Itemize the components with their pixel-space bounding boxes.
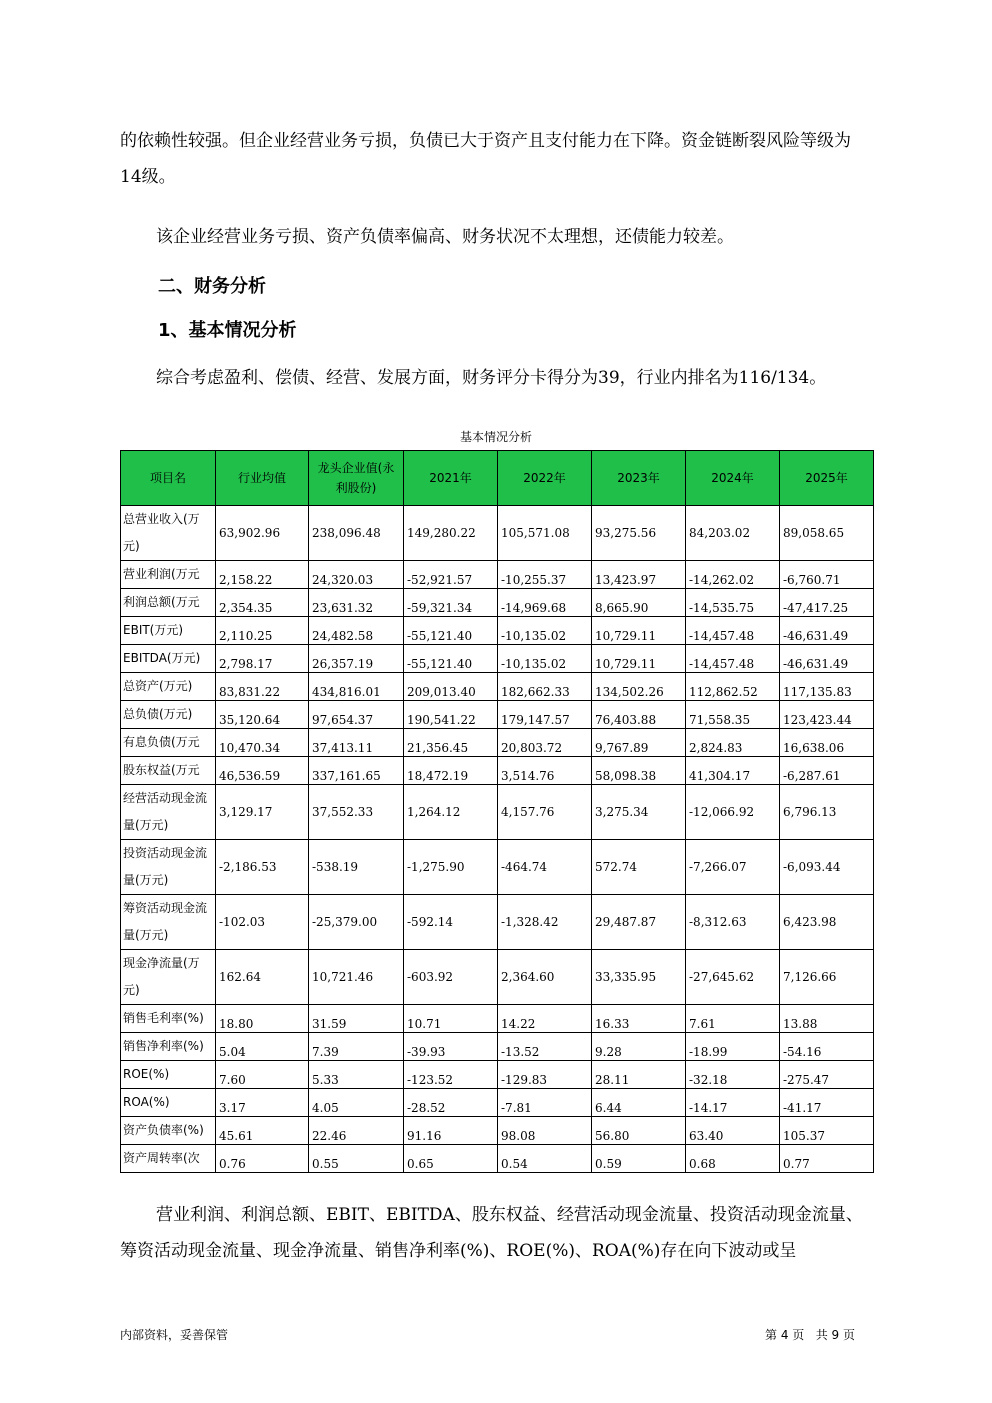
table-cell: -7,266.07 bbox=[686, 840, 780, 895]
section-heading: 二、财务分析 bbox=[158, 276, 266, 297]
table-cell: 24,482.58 bbox=[309, 617, 404, 645]
table-cell: 14.22 bbox=[498, 1005, 592, 1033]
table-cell: 105,571.08 bbox=[498, 506, 592, 561]
table-row bbox=[121, 1061, 874, 1089]
table-row bbox=[121, 617, 874, 645]
table-row bbox=[121, 895, 874, 950]
table-cell: -129.83 bbox=[498, 1061, 592, 1089]
table-cell: 20,803.72 bbox=[498, 729, 592, 757]
table-cell: 134,502.26 bbox=[592, 673, 686, 701]
row-label: 经营活动现金流量(万元) bbox=[121, 785, 216, 840]
table-cell: 2,824.83 bbox=[686, 729, 780, 757]
table-cell: 7.39 bbox=[309, 1033, 404, 1061]
table-row bbox=[121, 673, 874, 701]
row-label: 现金净流量(万元) bbox=[121, 950, 216, 1005]
table-cell: -603.92 bbox=[404, 950, 498, 1005]
table-cell: -123.52 bbox=[404, 1061, 498, 1089]
table-cell: 63.40 bbox=[686, 1117, 780, 1145]
table-cell: -2,186.53 bbox=[216, 840, 309, 895]
header-cell: 行业均值 bbox=[216, 451, 309, 506]
table-cell: 0.59 bbox=[592, 1145, 686, 1173]
subsection-heading: 1、基本情况分析 bbox=[158, 320, 297, 341]
table-cell: 6,423.98 bbox=[780, 895, 874, 950]
table-cell: 13.88 bbox=[780, 1005, 874, 1033]
table-cell: -7.81 bbox=[498, 1089, 592, 1117]
table-cell: 2,110.25 bbox=[216, 617, 309, 645]
table-cell: 10.71 bbox=[404, 1005, 498, 1033]
table-cell: 3.17 bbox=[216, 1089, 309, 1117]
header-cell: 2023年 bbox=[592, 451, 686, 506]
row-label: 利润总额(万元 bbox=[121, 589, 216, 617]
table-row bbox=[121, 1145, 874, 1173]
table-cell: -52,921.57 bbox=[404, 561, 498, 589]
table-cell: 31.59 bbox=[309, 1005, 404, 1033]
table-cell: 22.46 bbox=[309, 1117, 404, 1145]
table-cell: -59,321.34 bbox=[404, 589, 498, 617]
body-paragraph-1: 的依赖性较强。但企业经营业务亏损，负债已大于资产且支付能力在下降。资金链断裂风险等级为14级。 bbox=[120, 131, 851, 187]
footer-confidential: 内部资料，妥善保管 bbox=[120, 1328, 229, 1342]
table-cell: 28.11 bbox=[592, 1061, 686, 1089]
table-cell: 18.80 bbox=[216, 1005, 309, 1033]
table-row bbox=[121, 1005, 874, 1033]
table-header-row bbox=[121, 451, 874, 506]
table-cell: -538.19 bbox=[309, 840, 404, 895]
table-cell: 9.28 bbox=[592, 1033, 686, 1061]
row-label: 总负债(万元) bbox=[121, 701, 216, 729]
table-cell: 10,721.46 bbox=[309, 950, 404, 1005]
table-cell: 35,120.64 bbox=[216, 701, 309, 729]
table-cell: 16,638.06 bbox=[780, 729, 874, 757]
table-cell: 149,280.22 bbox=[404, 506, 498, 561]
header-cell: 2022年 bbox=[498, 451, 592, 506]
table-cell: 76,403.88 bbox=[592, 701, 686, 729]
table-cell: 238,096.48 bbox=[309, 506, 404, 561]
table-cell: -275.47 bbox=[780, 1061, 874, 1089]
table-cell: 84,203.02 bbox=[686, 506, 780, 561]
table-cell: -41.17 bbox=[780, 1089, 874, 1117]
row-label: EBIT(万元) bbox=[121, 617, 216, 645]
table-row bbox=[121, 506, 874, 561]
table-cell: 23,631.32 bbox=[309, 589, 404, 617]
table-cell: -55,121.40 bbox=[404, 645, 498, 673]
table-cell: 2,798.17 bbox=[216, 645, 309, 673]
table-cell: -46,631.49 bbox=[780, 645, 874, 673]
table-cell: -47,417.25 bbox=[780, 589, 874, 617]
table-cell: 2,158.22 bbox=[216, 561, 309, 589]
table-cell: -27,645.62 bbox=[686, 950, 780, 1005]
row-label: 销售净利率(%) bbox=[121, 1033, 216, 1061]
table-cell: 6,796.13 bbox=[780, 785, 874, 840]
table-cell: 83,831.22 bbox=[216, 673, 309, 701]
table-cell: 179,147.57 bbox=[498, 701, 592, 729]
table-row bbox=[121, 1033, 874, 1061]
table-cell: -1,328.42 bbox=[498, 895, 592, 950]
table-cell: -6,093.44 bbox=[780, 840, 874, 895]
table-cell: -10,255.37 bbox=[498, 561, 592, 589]
table-cell: -14,457.48 bbox=[686, 645, 780, 673]
table-cell: 572.74 bbox=[592, 840, 686, 895]
table-cell: 46,536.59 bbox=[216, 757, 309, 785]
table-cell: 97,654.37 bbox=[309, 701, 404, 729]
header-cell: 龙头企业值(永利股份) bbox=[309, 451, 404, 506]
row-label: 筹资活动现金流量(万元) bbox=[121, 895, 216, 950]
table-cell: 7.61 bbox=[686, 1005, 780, 1033]
table-cell: 0.54 bbox=[498, 1145, 592, 1173]
table-row bbox=[121, 757, 874, 785]
body-paragraph-4: 营业利润、利润总额、EBIT、EBITDA、股东权益、经营活动现金流量、投资活动现金流量、筹资活动现金流量、现金净流量、销售净利率(%)、ROE(%)、ROA(%)存在向下波动或呈 bbox=[120, 1205, 863, 1261]
table-row bbox=[121, 701, 874, 729]
table-cell: 105.37 bbox=[780, 1117, 874, 1145]
table-cell: 71,558.35 bbox=[686, 701, 780, 729]
table-cell: -12,066.92 bbox=[686, 785, 780, 840]
table-cell: -6,287.61 bbox=[780, 757, 874, 785]
row-label: 销售毛利率(%) bbox=[121, 1005, 216, 1033]
table-cell: -14,969.68 bbox=[498, 589, 592, 617]
table-cell: 209,013.40 bbox=[404, 673, 498, 701]
table-cell: 24,320.03 bbox=[309, 561, 404, 589]
table-cell: 18,472.19 bbox=[404, 757, 498, 785]
table-cell: 37,413.11 bbox=[309, 729, 404, 757]
table-cell: 58,098.38 bbox=[592, 757, 686, 785]
table-row bbox=[121, 589, 874, 617]
table-cell: 3,514.76 bbox=[498, 757, 592, 785]
table-cell: 117,135.83 bbox=[780, 673, 874, 701]
table-cell: 190,541.22 bbox=[404, 701, 498, 729]
table-cell: 7,126.66 bbox=[780, 950, 874, 1005]
row-label: 股东权益(万元 bbox=[121, 757, 216, 785]
table-cell: 91.16 bbox=[404, 1117, 498, 1145]
table-cell: -18.99 bbox=[686, 1033, 780, 1061]
table-cell: 8,665.90 bbox=[592, 589, 686, 617]
table-cell: 93,275.56 bbox=[592, 506, 686, 561]
table-cell: 41,304.17 bbox=[686, 757, 780, 785]
table-cell: 98.08 bbox=[498, 1117, 592, 1145]
table-cell: 3,275.34 bbox=[592, 785, 686, 840]
table-row bbox=[121, 1117, 874, 1145]
footer-page-number: 第 4 页 共 9 页 bbox=[765, 1328, 855, 1342]
table-row bbox=[121, 645, 874, 673]
table-cell: -464.74 bbox=[498, 840, 592, 895]
table-cell: 337,161.65 bbox=[309, 757, 404, 785]
table-cell: 89,058.65 bbox=[780, 506, 874, 561]
table-cell: 123,423.44 bbox=[780, 701, 874, 729]
table-cell: 10,729.11 bbox=[592, 645, 686, 673]
table-cell: 7.60 bbox=[216, 1061, 309, 1089]
table-cell: 0.65 bbox=[404, 1145, 498, 1173]
table-cell: -10,135.02 bbox=[498, 617, 592, 645]
table-cell: 33,335.95 bbox=[592, 950, 686, 1005]
row-label: ROE(%) bbox=[121, 1061, 216, 1089]
table-cell: 63,902.96 bbox=[216, 506, 309, 561]
table-cell: 45.61 bbox=[216, 1117, 309, 1145]
table-cell: -14,262.02 bbox=[686, 561, 780, 589]
table-row bbox=[121, 950, 874, 1005]
table-row bbox=[121, 561, 874, 589]
table-cell: 162.64 bbox=[216, 950, 309, 1005]
table-cell: 434,816.01 bbox=[309, 673, 404, 701]
table-cell: -39.93 bbox=[404, 1033, 498, 1061]
row-label: 有息负债(万元 bbox=[121, 729, 216, 757]
table-cell: 112,862.52 bbox=[686, 673, 780, 701]
table-cell: 21,356.45 bbox=[404, 729, 498, 757]
table-cell: 0.68 bbox=[686, 1145, 780, 1173]
row-label: ROA(%) bbox=[121, 1089, 216, 1117]
table-row bbox=[121, 729, 874, 757]
table-cell: 29,487.87 bbox=[592, 895, 686, 950]
table-cell: -1,275.90 bbox=[404, 840, 498, 895]
table-cell: -102.03 bbox=[216, 895, 309, 950]
table-cell: 37,552.33 bbox=[309, 785, 404, 840]
table-cell: -6,760.71 bbox=[780, 561, 874, 589]
row-label: 投资活动现金流量(万元) bbox=[121, 840, 216, 895]
table-cell: 10,729.11 bbox=[592, 617, 686, 645]
table-cell: 4,157.76 bbox=[498, 785, 592, 840]
table-cell: 0.77 bbox=[780, 1145, 874, 1173]
row-label: 总资产(万元) bbox=[121, 673, 216, 701]
table-caption: 基本情况分析 bbox=[459, 430, 532, 444]
table-cell: 0.55 bbox=[309, 1145, 404, 1173]
row-label: 资产负债率(%) bbox=[121, 1117, 216, 1145]
table-cell: -46,631.49 bbox=[780, 617, 874, 645]
table-cell: 3,129.17 bbox=[216, 785, 309, 840]
table-cell: -32.18 bbox=[686, 1061, 780, 1089]
table-cell: 5.04 bbox=[216, 1033, 309, 1061]
body-paragraph-2: 该企业经营业务亏损、资产负债率偏高、财务状况不太理想，还债能力较差。 bbox=[156, 227, 734, 247]
table-cell: -55,121.40 bbox=[404, 617, 498, 645]
financial-table bbox=[120, 450, 874, 1173]
table-cell: 16.33 bbox=[592, 1005, 686, 1033]
header-cell: 项目名 bbox=[121, 451, 216, 506]
table-cell: 9,767.89 bbox=[592, 729, 686, 757]
table-cell: 0.76 bbox=[216, 1145, 309, 1173]
row-label: EBITDA(万元) bbox=[121, 645, 216, 673]
table-cell: 2,364.60 bbox=[498, 950, 592, 1005]
table-row bbox=[121, 1089, 874, 1117]
table-cell: 4.05 bbox=[309, 1089, 404, 1117]
table-row bbox=[121, 840, 874, 895]
table-cell: -14.17 bbox=[686, 1089, 780, 1117]
table-cell: -8,312.63 bbox=[686, 895, 780, 950]
table-cell: -25,379.00 bbox=[309, 895, 404, 950]
table-cell: -13.52 bbox=[498, 1033, 592, 1061]
table-row bbox=[121, 785, 874, 840]
header-cell: 2025年 bbox=[780, 451, 874, 506]
table-cell: -54.16 bbox=[780, 1033, 874, 1061]
row-label: 营业利润(万元 bbox=[121, 561, 216, 589]
row-label: 总营业收入(万元) bbox=[121, 506, 216, 561]
table-cell: 26,357.19 bbox=[309, 645, 404, 673]
table-cell: -28.52 bbox=[404, 1089, 498, 1117]
table-cell: -592.14 bbox=[404, 895, 498, 950]
table-cell: 2,354.35 bbox=[216, 589, 309, 617]
body-paragraph-3: 综合考虑盈利、偿债、经营、发展方面，财务评分卡得分为39，行业内排名为116/134。 bbox=[156, 368, 827, 388]
table-cell: 5.33 bbox=[309, 1061, 404, 1089]
table-cell: -14,457.48 bbox=[686, 617, 780, 645]
header-cell: 2021年 bbox=[404, 451, 498, 506]
table-cell: 56.80 bbox=[592, 1117, 686, 1145]
header-cell: 2024年 bbox=[686, 451, 780, 506]
row-label: 资产周转率(次 bbox=[121, 1145, 216, 1173]
table-cell: 13,423.97 bbox=[592, 561, 686, 589]
table-cell: 182,662.33 bbox=[498, 673, 592, 701]
table-cell: 10,470.34 bbox=[216, 729, 309, 757]
table-cell: 1,264.12 bbox=[404, 785, 498, 840]
table-cell: -10,135.02 bbox=[498, 645, 592, 673]
table-cell: -14,535.75 bbox=[686, 589, 780, 617]
table-cell: 6.44 bbox=[592, 1089, 686, 1117]
